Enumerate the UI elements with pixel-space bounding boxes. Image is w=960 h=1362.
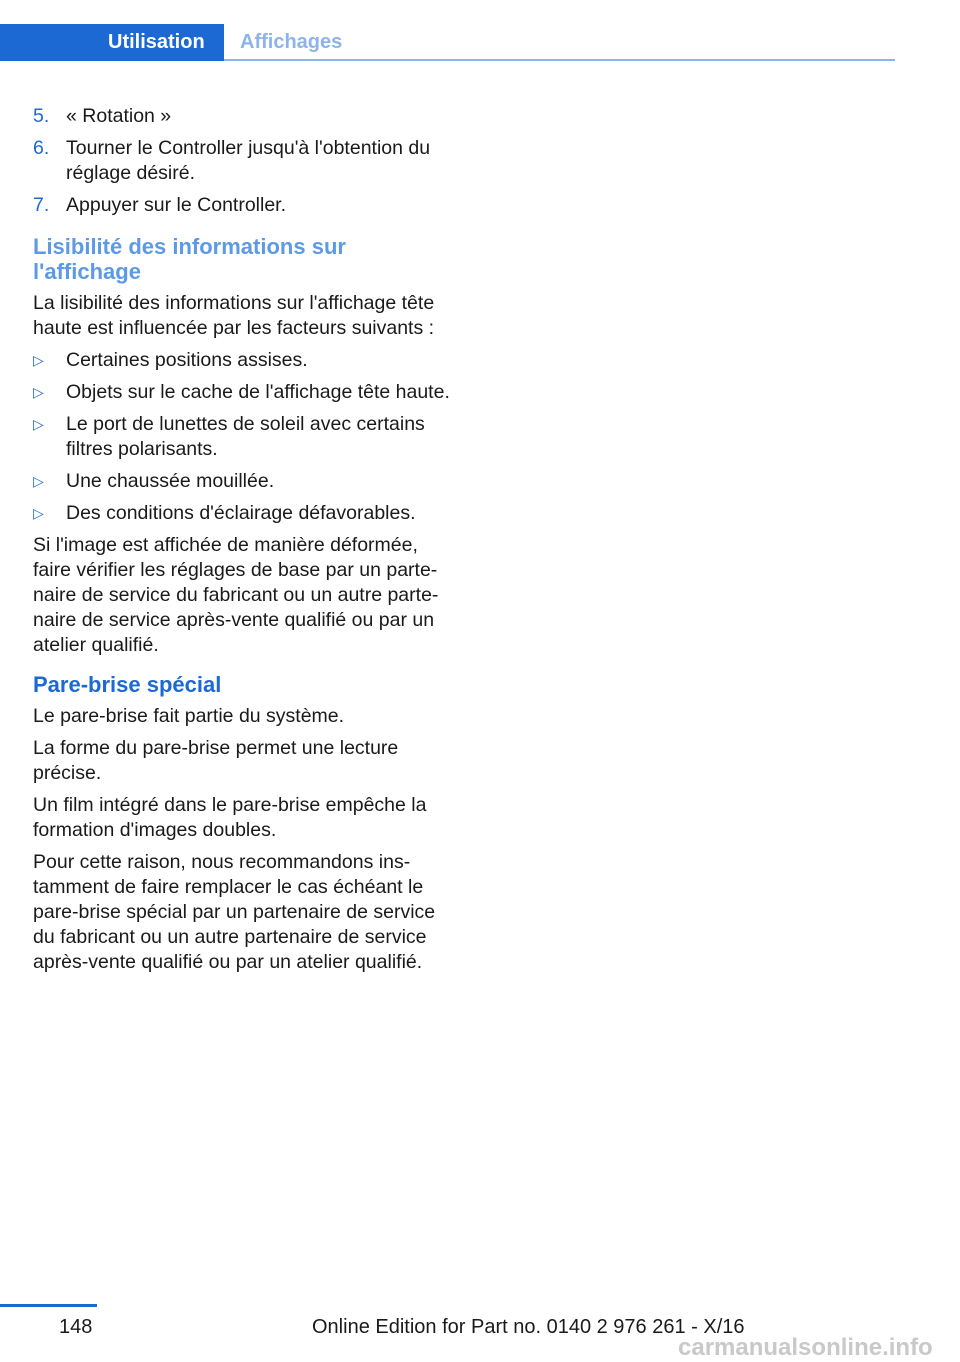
list-item	[33, 501, 453, 526]
section-heading-parebrise: Pare-brise spécial	[33, 672, 222, 697]
list-item-text: Objets sur le cache de l'affichage tête haute.	[66, 381, 450, 403]
paragraph: La forme du pare-brise permet une lecture précise.	[33, 737, 399, 784]
triangle-bullet-icon: ▷	[33, 473, 44, 489]
paragraph: Pour cette raison, nous recommandons ins- tamment de faire remplacer le cas échéant le pare-brise spécial par un partenaire de service du fabricant ou un autre partenaire de service après-vente qualifié ou par un atelier qualifié.	[33, 851, 436, 973]
step-number: 6.	[33, 137, 50, 159]
triangle-bullet-icon: ▷	[33, 352, 44, 368]
watermark: carmanualsonline.info	[678, 1334, 933, 1361]
paragraph: Le pare-brise fait partie du système.	[33, 705, 345, 727]
page-number: 148	[59, 1316, 93, 1338]
edition-text: Online Edition for Part no. 0140 2 976 261 - X/16	[312, 1316, 745, 1338]
triangle-bullet-icon: ▷	[33, 505, 44, 521]
list-item	[33, 412, 453, 462]
triangle-bullet-icon: ▷	[33, 416, 44, 432]
list-item-text: Le port de lunettes de soleil avec certains filtres polarisants.	[66, 413, 425, 460]
header-divider	[224, 59, 895, 61]
triangle-bullet-icon: ▷	[33, 384, 44, 400]
step-text: Tourner le Controller jusqu'à l'obtention du réglage désiré.	[66, 137, 431, 184]
paragraph-outro: Si l'image est affichée de manière déformée, faire vérifier les réglages de base par un parte- naire de service du fabricant ou un autre parte- naire de service après-vente qualifié ou par un atelier qualifié.	[33, 534, 439, 656]
list-item	[33, 348, 453, 373]
page-header	[0, 24, 895, 62]
list-item-text: Certaines positions assises.	[66, 349, 308, 371]
step-item	[33, 104, 453, 129]
step-number: 7.	[33, 194, 50, 216]
content-column	[33, 104, 453, 975]
list-item-text: Une chaussée mouillée.	[66, 470, 275, 492]
step-number: 5.	[33, 105, 50, 127]
list-item	[33, 469, 453, 494]
header-divider-active	[0, 59, 224, 61]
factor-list	[33, 348, 453, 526]
paragraph: Un film intégré dans le pare-brise empêche la formation d'images doubles.	[33, 794, 427, 841]
step-text: « Rotation »	[66, 105, 172, 127]
step-list	[33, 104, 453, 218]
step-item	[33, 193, 453, 218]
footer-divider	[0, 1304, 97, 1307]
list-item	[33, 380, 453, 405]
paragraph-intro: La lisibilité des informations sur l'affichage tête haute est influencée par les facteurs suivants :	[33, 292, 435, 339]
tab-affichages[interactable]: Affichages	[240, 30, 343, 53]
step-text: Appuyer sur le Controller.	[66, 194, 287, 216]
section-heading-lisibilite: Lisibilité des informations sur l'affichage	[33, 234, 346, 284]
tab-utilisation[interactable]: Utilisation	[0, 24, 224, 60]
step-item	[33, 136, 453, 186]
list-item-text: Des conditions d'éclairage défavorables.	[66, 502, 416, 524]
